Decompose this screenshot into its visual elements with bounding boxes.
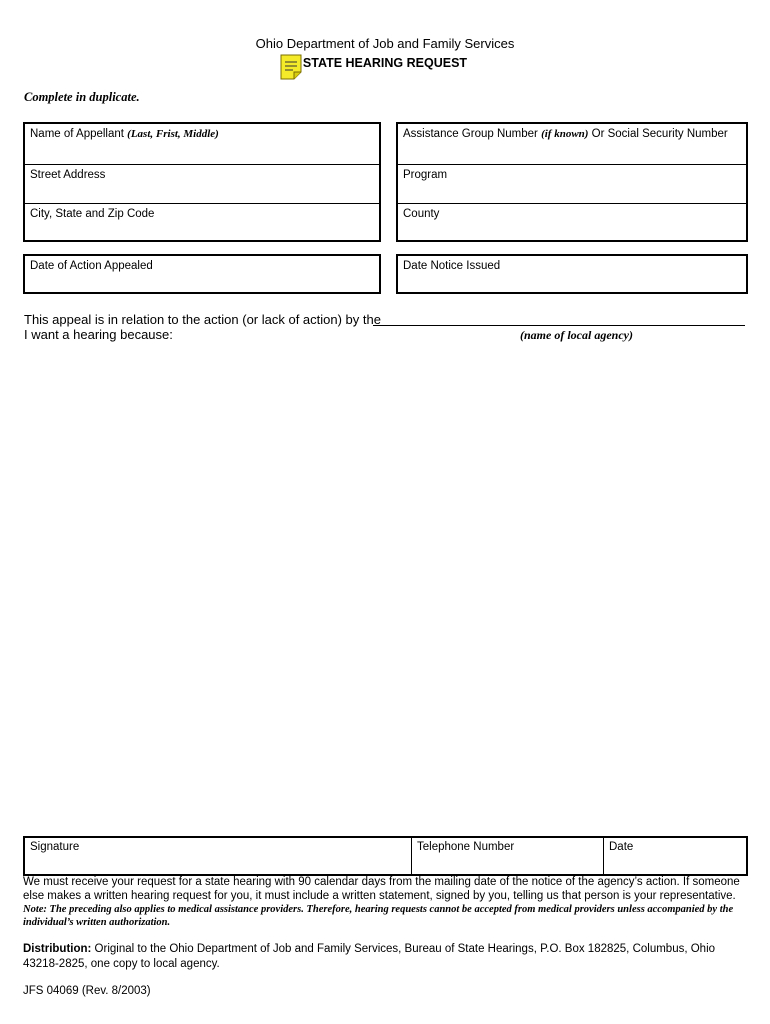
appellant-name-label: Name of Appellant [30, 128, 128, 140]
form-title: STATE HEARING REQUEST [302, 56, 468, 70]
assistance-group-hint: (if known) [541, 128, 589, 140]
ssn-label: Or Social Security Number [588, 128, 728, 140]
hearing-reason-label: I want a hearing because: [24, 327, 173, 342]
appellant-name-hint: (Last, Frist, Middle) [127, 128, 219, 140]
date-label: Date [609, 841, 634, 853]
instruction-text: Complete in duplicate. [24, 90, 140, 104]
telephone-field[interactable] [411, 838, 603, 874]
hearing-reason-area[interactable] [23, 350, 748, 830]
county-field[interactable] [398, 203, 746, 240]
appellant-name-field[interactable] [25, 124, 379, 164]
provider-note: Note: The preceding also applies to medical assistance providers. Therefore, hearing requests cannot be accepted from medical providers unless accompanied by the individual’s written authorization. [23, 904, 734, 928]
receipt-notice [23, 876, 749, 929]
distribution-label: Distribution: [23, 943, 92, 955]
signature-label: Signature [30, 841, 80, 853]
county-label: County [403, 208, 440, 220]
distribution-text [23, 942, 743, 972]
receipt-text: We must receive your request for a state hearing with 90 calendar days from the mailing date of the notice of the agency’s action. If someone else makes a written hearing request for you, it must include a written statement, signed by you, telling us that person is your representative. [23, 876, 740, 902]
agency-name: Ohio Department of Job and Family Services [255, 36, 515, 51]
street-address-label: Street Address [30, 169, 106, 181]
date-action-appealed-field[interactable] [23, 254, 381, 294]
appellant-info-box [23, 122, 381, 242]
local-agency-line[interactable] [373, 325, 745, 326]
appeal-statement [24, 312, 381, 342]
date-notice-issued-field[interactable] [396, 254, 748, 294]
form-number: JFS 04069 (Rev. 8/2003) [23, 985, 151, 997]
appeal-relation-text: This appeal is in relation to the action (or lack of action) by the [24, 312, 381, 327]
program-info-box [396, 122, 748, 242]
street-address-field[interactable] [25, 164, 379, 203]
program-label: Program [403, 169, 448, 181]
city-state-zip-label: City, State and Zip Code [30, 208, 155, 220]
assistance-group-label: Assistance Group Number [403, 128, 542, 140]
city-state-zip-field[interactable] [25, 203, 379, 240]
date-notice-issued-label: Date Notice Issued [403, 260, 501, 272]
assistance-group-field[interactable] [398, 124, 746, 164]
date-field[interactable] [603, 838, 746, 874]
sticky-note-icon[interactable] [280, 54, 302, 80]
telephone-label: Telephone Number [417, 841, 515, 853]
signature-row [23, 836, 748, 876]
distribution-body: Original to the Ohio Department of Job and Family Services, Bureau of State Hearings, P.O. Box 182825, Columbus, Ohio 43218-2825, one copy to local agency. [23, 943, 716, 970]
program-field[interactable] [398, 164, 746, 203]
local-agency-hint: (name of local agency) [520, 328, 633, 342]
signature-field[interactable] [25, 838, 411, 874]
date-action-appealed-label: Date of Action Appealed [30, 260, 153, 272]
